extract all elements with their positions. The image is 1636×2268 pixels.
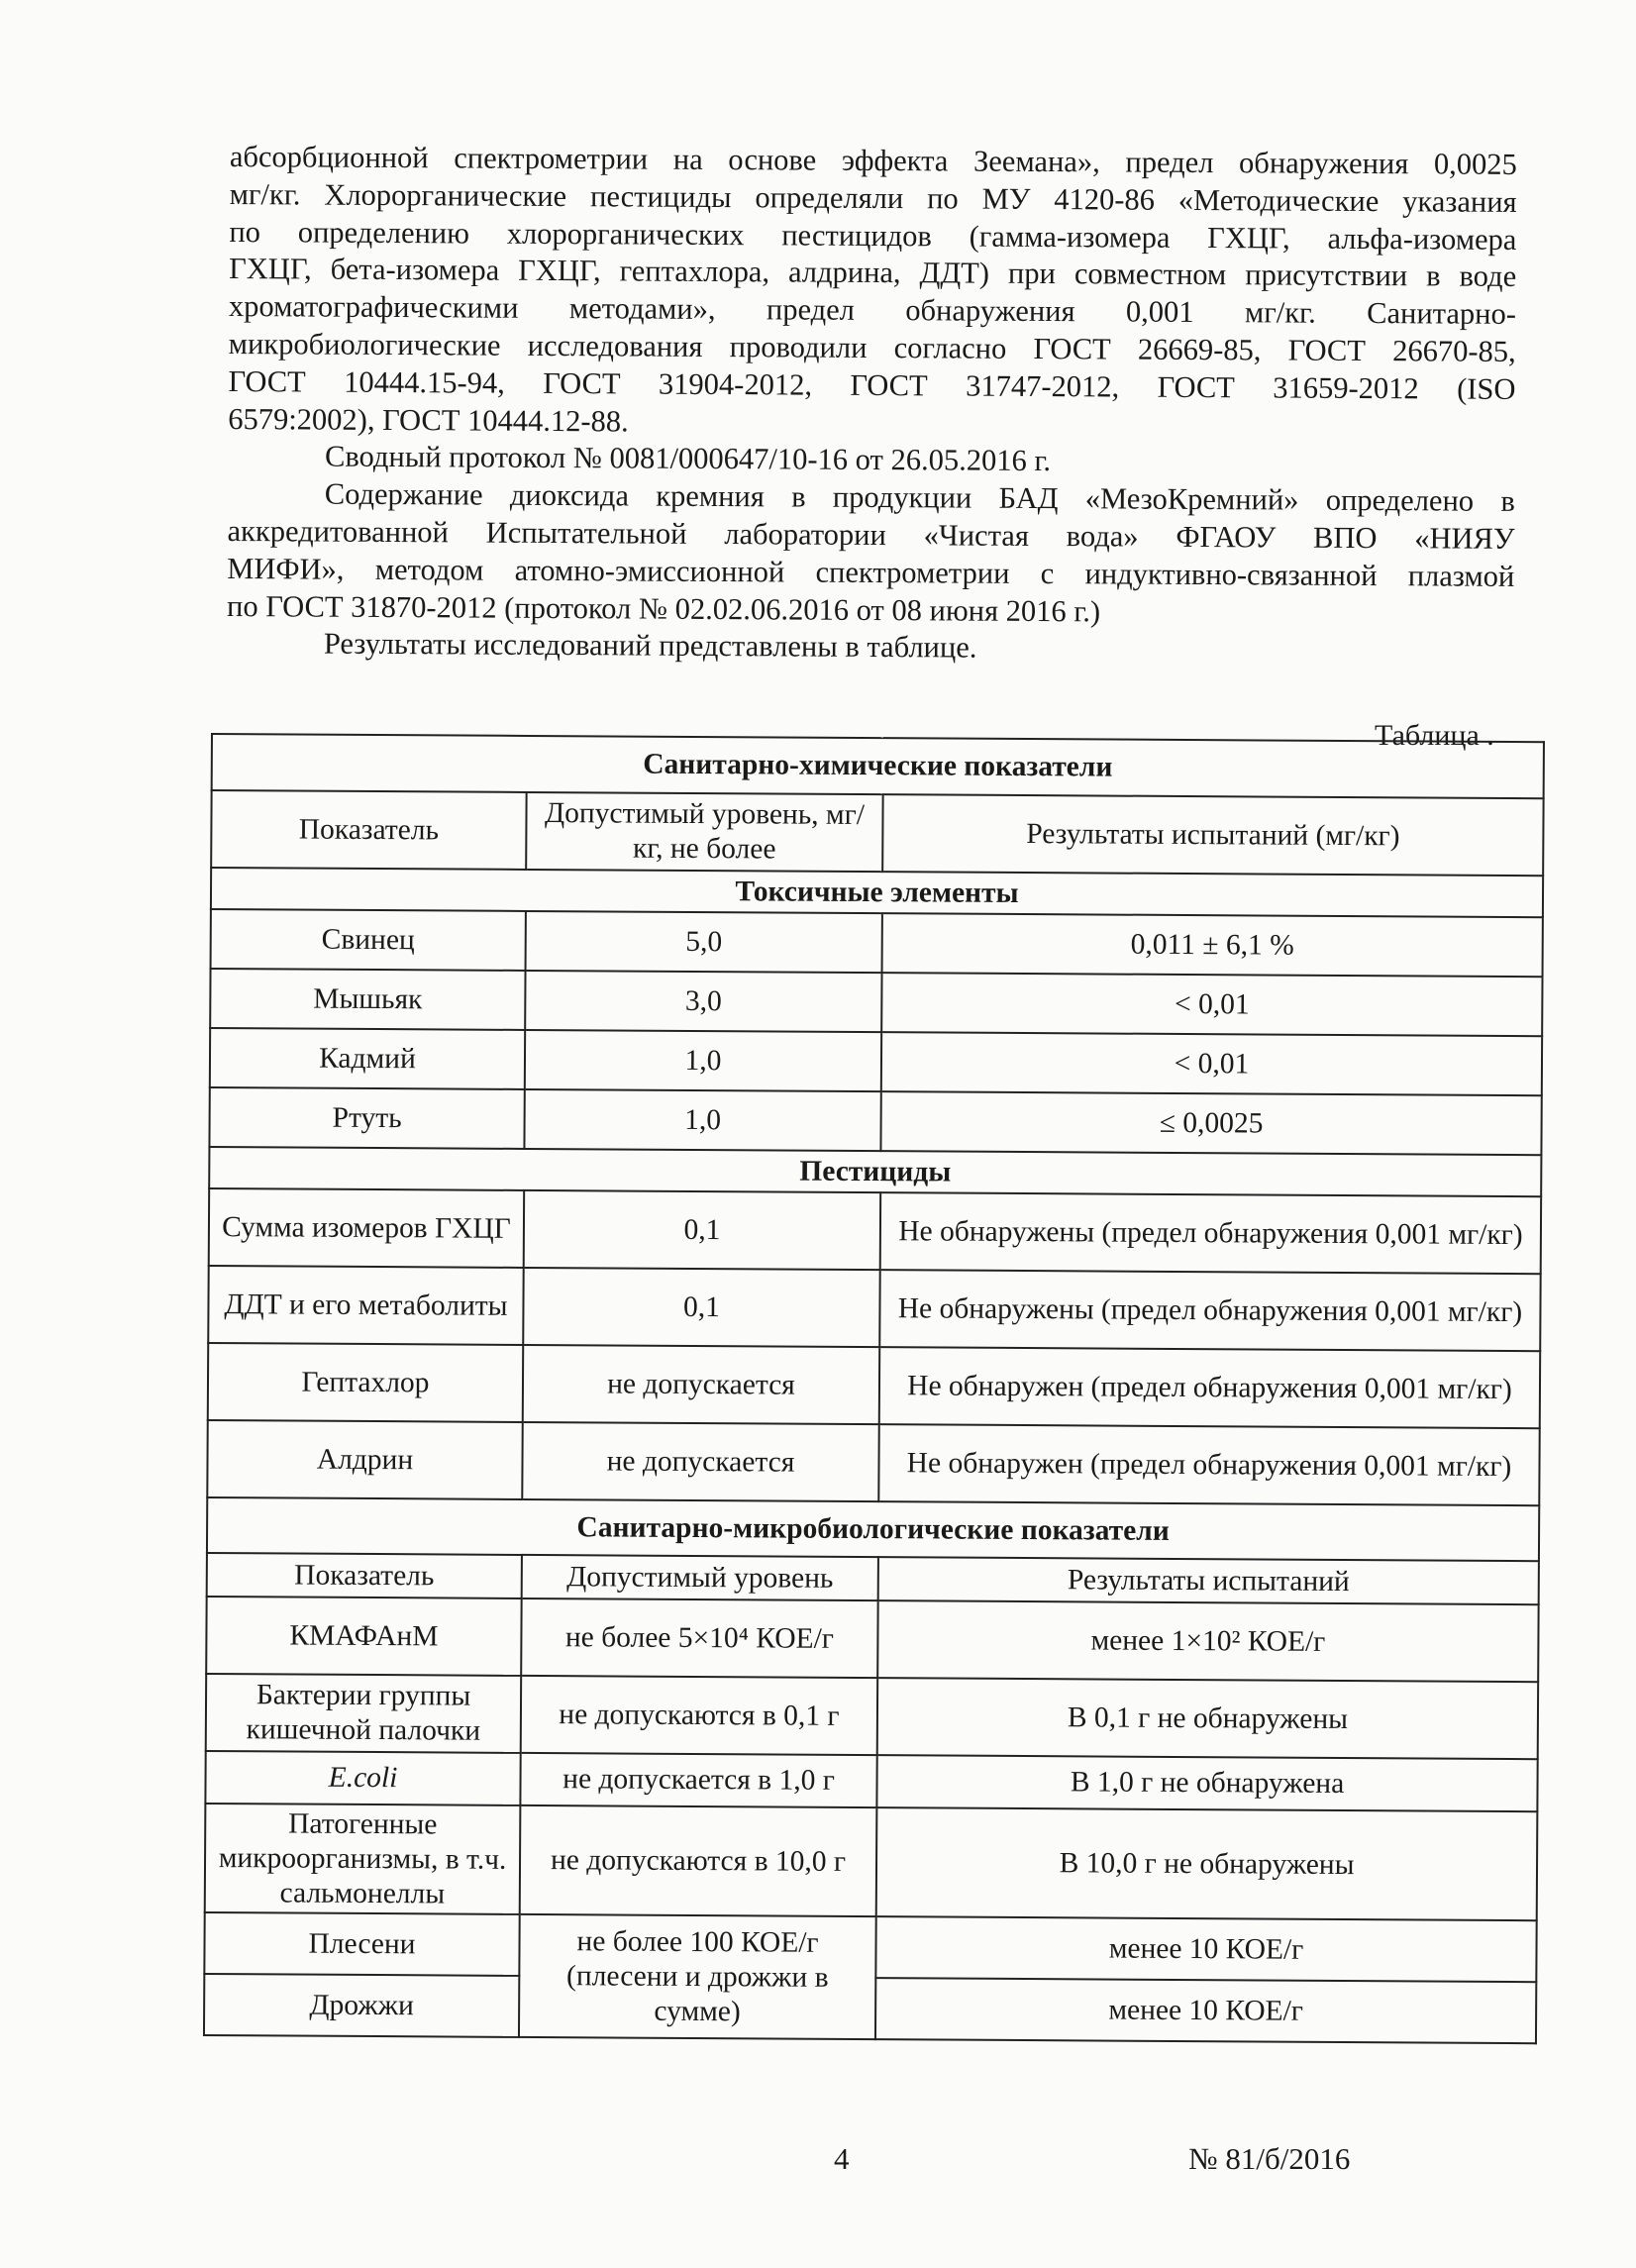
- limit-cell: не допускаются в 0,1 г: [521, 1676, 877, 1755]
- indicator-cell: Гептахлор: [208, 1343, 523, 1422]
- indicator-cell: Свинец: [211, 909, 526, 971]
- table-row: [209, 1188, 1541, 1274]
- limit-cell: 1,0: [524, 1089, 880, 1151]
- results-table: [203, 733, 1545, 2044]
- text-line: абсорбционной спектрометрии на основе эффекта Зеемана», предел обнаружения 0,0025: [229, 139, 1517, 181]
- limit-cell: не более 100 КОЕ/г (плесени и дрожжи в сумме): [519, 1914, 876, 2039]
- micro-header-limit: Допустимый уровень: [522, 1555, 878, 1600]
- limit-cell: не допускаются в 10,0 г: [520, 1805, 877, 1916]
- table-caption: Таблица .: [1375, 719, 1494, 752]
- table-row: [211, 909, 1543, 977]
- result-cell: В 0,1 г не обнаружены: [877, 1678, 1538, 1759]
- header-result: Результаты испытаний (мг/кг): [882, 794, 1543, 876]
- header-indicator: Показатель: [211, 790, 526, 870]
- text-line: хроматографическими методами», предел обнаружения 0,001 мг/кг. Санитарно-: [228, 289, 1517, 332]
- result-cell: < 0,01: [881, 973, 1542, 1036]
- indicator-cell: ДДТ и его метаболиты: [208, 1266, 523, 1345]
- text-line: аккредитованной Испытательной лаборатории «Чистая вода» ФГАОУ ВПО «НИЯУ: [227, 513, 1515, 556]
- text-line: по ГОСТ 31870-2012 (протокол № 02.02.06.2016 от 08 июня 2016 г.): [227, 588, 1101, 628]
- table-row: [209, 1087, 1541, 1155]
- table-row: [208, 1343, 1540, 1428]
- table-row: [207, 1420, 1539, 1505]
- result-cell: Не обнаружены (предел обнаружения 0,001 мг/кг): [880, 1192, 1541, 1274]
- indicator-cell: E.coli: [205, 1751, 520, 1805]
- limit-cell: 0,1: [523, 1268, 879, 1347]
- text-line: ГХЦГ, бета-изомера ГХЦГ, гептахлора, алдрина, ДДТ) при совместном присутствии в воде: [229, 252, 1517, 294]
- table-row: [210, 969, 1542, 1036]
- indicator-cell: Алдрин: [207, 1420, 522, 1499]
- protocol-line: Сводный протокол № 0081/000647/10-16 от 26.05.2016 г.: [324, 439, 1052, 478]
- result-cell: Не обнаружены (предел обнаружения 0,001 мг/кг): [879, 1270, 1540, 1351]
- indicator-cell: Плесени: [204, 1912, 519, 1976]
- limit-cell: 0,1: [524, 1190, 880, 1270]
- result-cell: 0,011 ± 6,1 %: [882, 913, 1543, 977]
- result-cell: < 0,01: [881, 1032, 1542, 1095]
- result-cell: менее 10 КОЕ/г: [875, 1916, 1536, 1982]
- table-row: [208, 1266, 1540, 1351]
- table-row: [210, 1028, 1542, 1095]
- indicator-cell: Ртуть: [209, 1087, 524, 1149]
- micro-header-result: Результаты испытаний: [878, 1557, 1539, 1604]
- text-line: ГОСТ 10444.15-94, ГОСТ 31904-2012, ГОСТ 31747-2012, ГОСТ 31659-2012 (ISO: [228, 363, 1516, 406]
- header-limit: Допустимый уровень, мг/кг, не более: [526, 792, 882, 872]
- table-row: [206, 1674, 1538, 1759]
- page-number: 4: [834, 2141, 850, 2176]
- result-cell: менее 1×10² КОЕ/г: [877, 1600, 1538, 1682]
- result-cell: В 1,0 г не обнаружена: [876, 1755, 1537, 1811]
- indicator-cell: Дрожжи: [204, 1974, 519, 2037]
- result-cell: ≤ 0,0025: [880, 1091, 1541, 1155]
- pesticides-section-title: Пестициды: [209, 1147, 1541, 1196]
- limit-cell: не более 5×10⁴ КОЕ/г: [521, 1598, 877, 1678]
- toxic-section-title: Токсичные элементы: [211, 868, 1543, 917]
- micro-section-title: Санитарно-микробиологические показатели: [207, 1497, 1539, 1561]
- text-line: Результаты исследований представлены в таблице.: [323, 626, 977, 665]
- limit-cell: 3,0: [525, 971, 881, 1032]
- limit-cell: не допускается в 1,0 г: [520, 1753, 876, 1807]
- limit-cell: не допускается: [523, 1345, 879, 1424]
- table-row: [204, 1912, 1536, 1982]
- result-cell: Не обнаружен (предел обнаружения 0,001 мг/кг): [879, 1347, 1540, 1428]
- limit-cell: 5,0: [526, 911, 882, 973]
- indicator-cell: Бактерии группы кишечной палочки: [206, 1674, 521, 1753]
- table-row: [205, 1804, 1538, 1920]
- indicator-cell: Сумма изомеров ГХЦГ: [209, 1188, 524, 1268]
- indicator-cell: Кадмий: [210, 1028, 525, 1089]
- table-row: [205, 1751, 1537, 1811]
- indicator-cell: КМАФАнМ: [206, 1597, 521, 1676]
- text-line: Содержание диоксида кремния в продукции БАД «МезоКремний» определено в: [324, 476, 1515, 519]
- result-cell: Не обнаружен (предел обнаружения 0,001 мг/кг): [878, 1424, 1539, 1505]
- limit-cell: не допускается: [522, 1422, 878, 1501]
- text-line: МИФИ», методом атомно-эмиссионной спектрометрии с индуктивно-связанной плазмой: [227, 551, 1515, 593]
- text-line: по определению хлорорганических пестицидов (гамма-изомера ГХЦГ, альфа-изомера: [229, 214, 1517, 257]
- indicator-cell: Мышьяк: [210, 969, 525, 1030]
- text-line: мг/кг. Хлорорганические пестициды определяли по МУ 4120-86 «Методические указания: [229, 176, 1517, 219]
- micro-header-indicator: Показатель: [207, 1553, 522, 1598]
- result-cell: менее 10 КОЕ/г: [875, 1978, 1536, 2043]
- chem-section-title: Санитарно-химические показатели: [212, 734, 1544, 798]
- indicator-cell: Патогенные микроорганизмы, в т.ч. сальмонеллы: [205, 1804, 521, 1914]
- table-row: [206, 1597, 1538, 1682]
- body-text: [227, 139, 1517, 670]
- document-number: № 81/б/2016: [1188, 2141, 1351, 2176]
- text-line: 6579:2002), ГОСТ 10444.12-88.: [228, 401, 629, 439]
- text-line: микробиологические исследования проводили согласно ГОСТ 26669-85, ГОСТ 26670-85,: [228, 326, 1516, 368]
- limit-cell: 1,0: [525, 1030, 881, 1091]
- result-cell: В 10,0 г не обнаружены: [876, 1807, 1538, 1920]
